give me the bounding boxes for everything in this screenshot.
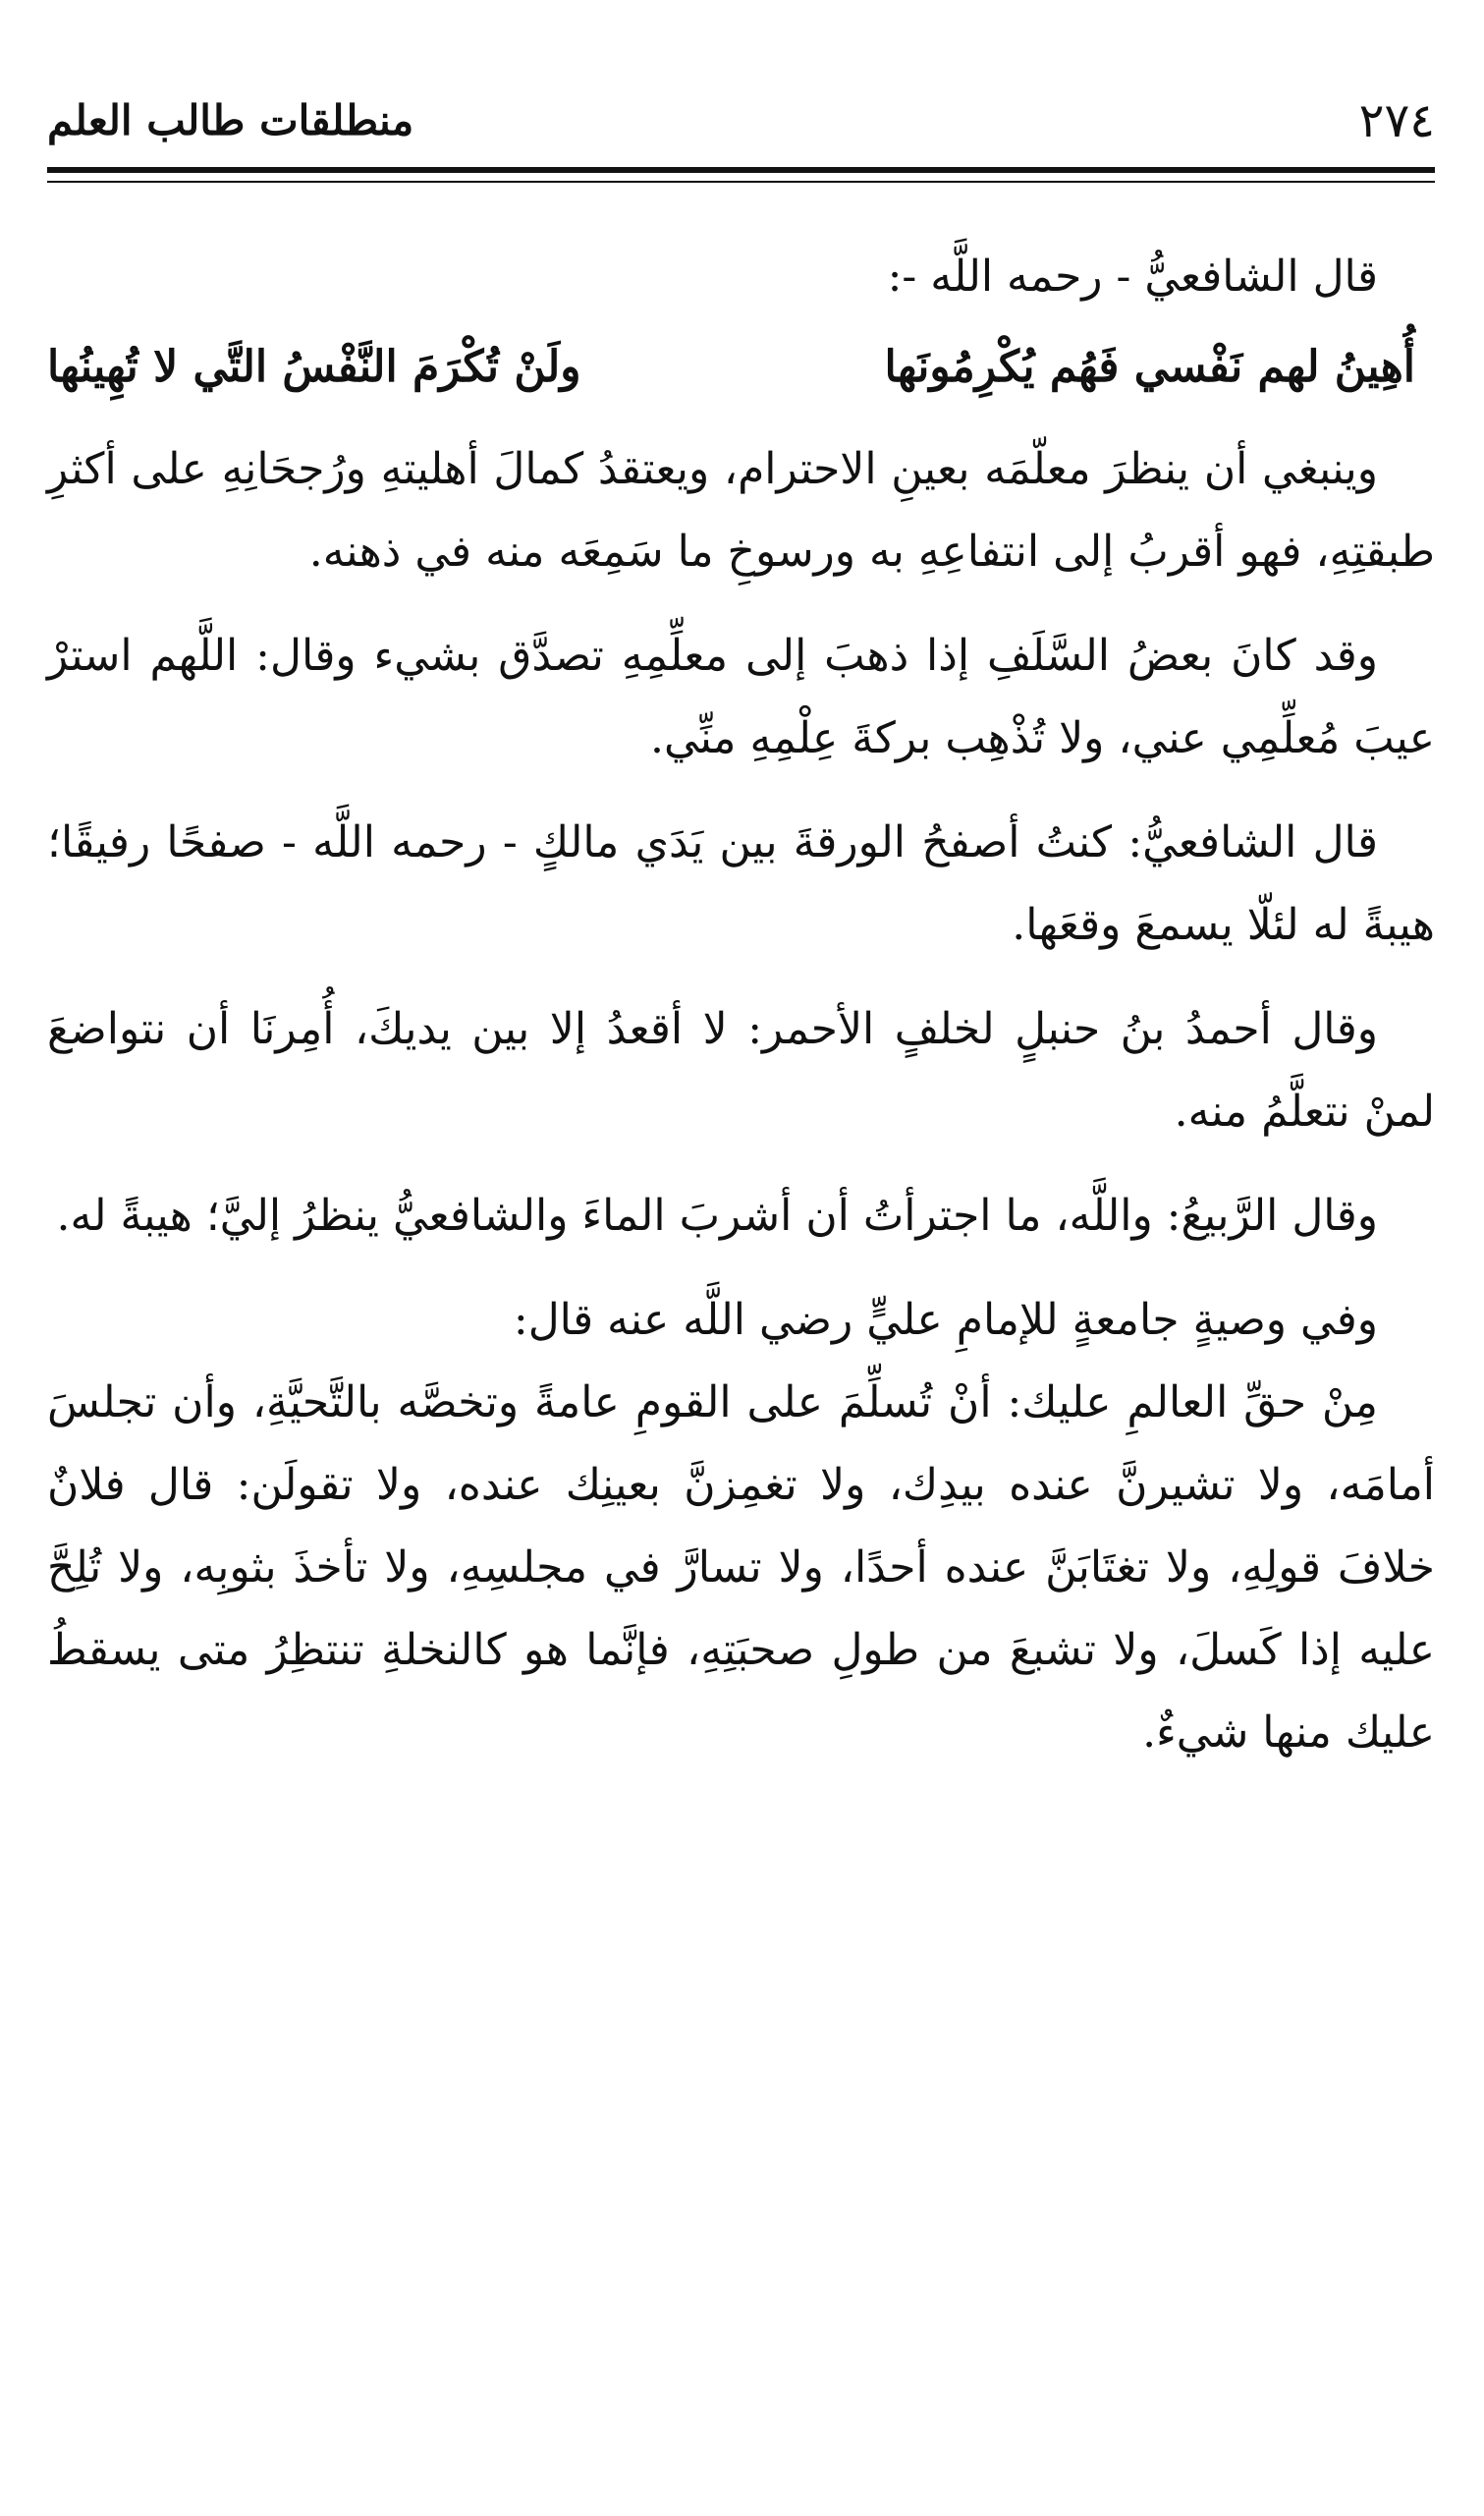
paragraph-ali-advice: مِنْ حقِّ العالمِ عليك: أنْ تُسلِّمَ على القومِ عامةً وتخصَّه بالتَّحيَّةِ، وأن تجلسَ أمامَه، ولا تشيرنَّ عنده بيدِك، ولا تغمِزنَّ بعينِك عنده، ولا تقولَن: قال فلانٌ خلافَ قولِهِ، ولا تغتَابَنَّ عنده أحدًا، ولا تسارَّ في مجلسِهِ، ولا تأخذَ بثوبِه، ولا تُلِحَّ عليه إذا كَسلَ، ولا تشبعَ من طولِ صحبَتِهِ، فإنَّما هو كالنخلةِ تنتظِرُ متى يسقطُ عليك منها شيءٌ. xyxy=(47,1377,1435,1758)
paragraph-ahmad-khalaf: وقال أحمدُ بنُ حنبلٍ لخلفٍ الأحمر: لا أقعدُ إلا بين يديكَ، أُمِرنَا أن نتواضعَ لمنْ نتعلَّمُ منه. xyxy=(47,1004,1435,1137)
verse-second-hemistich: ولَنْ تُكْرَمَ النَّفْسُ التَّي لا تُهِينُها xyxy=(47,342,581,392)
page-number: ٢٧٤ xyxy=(1358,93,1435,148)
running-title: منطلقات طالب العلم xyxy=(47,96,414,144)
header-rule-thin xyxy=(47,181,1435,183)
paragraph-shafii-intro: قال الشافعيُّ - رحمه اللَّه -: xyxy=(887,252,1378,302)
poetry-verse xyxy=(47,318,1435,417)
paragraph-rabi: وقال الرَّبيعُ: واللَّه، ما اجترأتُ أن أشربَ الماءَ والشافعيُّ ينظرُ إليَّ؛ هيبةً له. xyxy=(56,1191,1378,1241)
header-rule-thick xyxy=(47,167,1435,173)
paragraph-salaf-charity: وقد كانَ بعضُ السَّلَفِ إذا ذهبَ إلى معلِّمِهِ تصدَّق بشيء وقال: اللَّهم استرْ عيبَ مُعلِّمِي عني، ولا تُذْهِب بركةَ عِلْمِهِ منِّي. xyxy=(47,631,1435,763)
verse-first-hemistich: أُهِينُ لهم نَفْسي فَهُم يُكْرِمُونَها xyxy=(884,342,1415,392)
paragraph-shafii-malik: قال الشافعيُّ: كنتُ أصفحُ الورقةَ بين يَدَي مالكٍ - رحمه اللَّه - صفحًا رفيقًا؛ هيبةً له لئلّا يسمعَ وقعَها. xyxy=(47,817,1435,950)
paragraph-respect-teacher: وينبغي أن ينظرَ معلّمَه بعينِ الاحترام، ويعتقدُ كمالَ أهليتهِ ورُجحَانِهِ على أكثرِ طبقتِهِ، فهو أقربُ إلى انتفاعِهِ به ورسوخِ ما سَمِعَه منه في ذهنه. xyxy=(47,444,1435,577)
paragraph-ali-intro: وفي وصيةٍ جامعةٍ للإمامِ عليٍّ رضي اللَّه عنه قال: xyxy=(513,1295,1378,1345)
page-header xyxy=(47,86,1435,155)
page-body xyxy=(47,236,1435,1796)
